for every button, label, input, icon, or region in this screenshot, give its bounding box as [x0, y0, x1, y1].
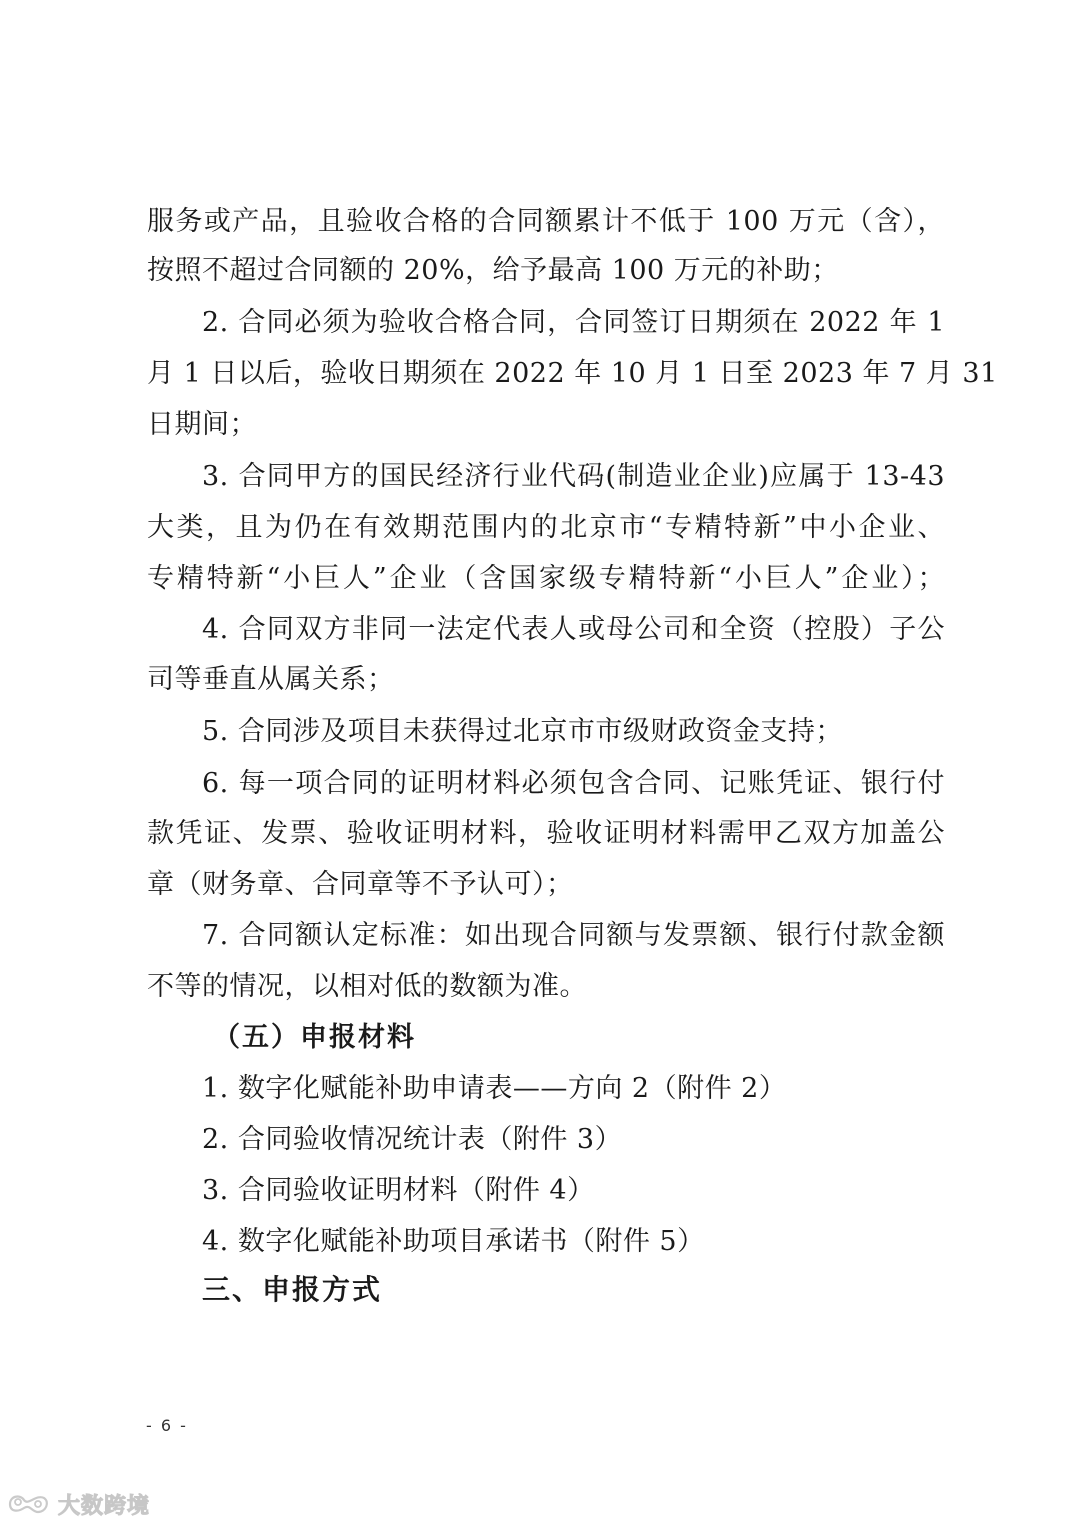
body-line: 专精特新“小巨人”企业（含国家级专精特新“小巨人”企业）；	[147, 563, 945, 594]
list-item-line: 6. 每一项合同的证明材料必须包含合同、记账凭证、银行付	[202, 768, 945, 799]
list-item-line: 4. 数字化赋能补助项目承诺书（附件 5）	[202, 1226, 705, 1257]
list-item-line: 3. 合同验收证明材料（附件 4）	[202, 1175, 595, 1206]
body-line: 按照不超过合同额的 20%，给予最高 100 万元的补助；	[147, 255, 839, 286]
watermark-text: 大数跨境	[58, 1493, 151, 1519]
section-subheading: （五）申报材料	[213, 1022, 416, 1053]
body-line: 司等垂直从属关系；	[147, 664, 395, 695]
body-line: 章（财务章、合同章等不予认可）；	[147, 869, 574, 900]
list-item-line: 2. 合同验收情况统计表（附件 3）	[202, 1124, 623, 1155]
body-line: 服务或产品，且验收合格的合同额累计不低于 100 万元（含），	[147, 206, 945, 237]
watermark-logo-icon	[6, 1490, 52, 1518]
body-line: 月 1 日以后，验收日期须在 2022 年 10 月 1 日至 2023 年 7 月 31	[147, 358, 998, 389]
section-heading: 三、申报方式	[202, 1273, 383, 1306]
list-item-line: 4. 合同双方非同一法定代表人或母公司和全资（控股）子公	[202, 614, 945, 645]
body-line: 大类，且为仍在有效期范围内的北京市“专精特新”中小企业、	[147, 512, 945, 543]
watermark	[6, 1488, 150, 1520]
list-item-line: 2. 合同必须为验收合格合同，合同签订日期须在 2022 年 1	[202, 307, 945, 338]
body-line: 不等的情况，以相对低的数额为准。	[147, 971, 587, 1002]
list-item-line: 1. 数字化赋能补助申请表——方向 2（附件 2）	[202, 1073, 787, 1104]
body-line: 日期间；	[147, 409, 257, 440]
body-line: 款凭证、发票、验收证明材料，验收证明材料需甲乙双方加盖公	[147, 818, 945, 849]
list-item-line: 7. 合同额认定标准：如出现合同额与发票额、银行付款金额	[202, 920, 945, 951]
page-number: - 6 -	[146, 1416, 188, 1435]
list-item-line: 5. 合同涉及项目未获得过北京市市级财政资金支持；	[202, 716, 843, 747]
list-item-line: 3. 合同甲方的国民经济行业代码(制造业企业)应属于 13-43	[202, 461, 945, 492]
